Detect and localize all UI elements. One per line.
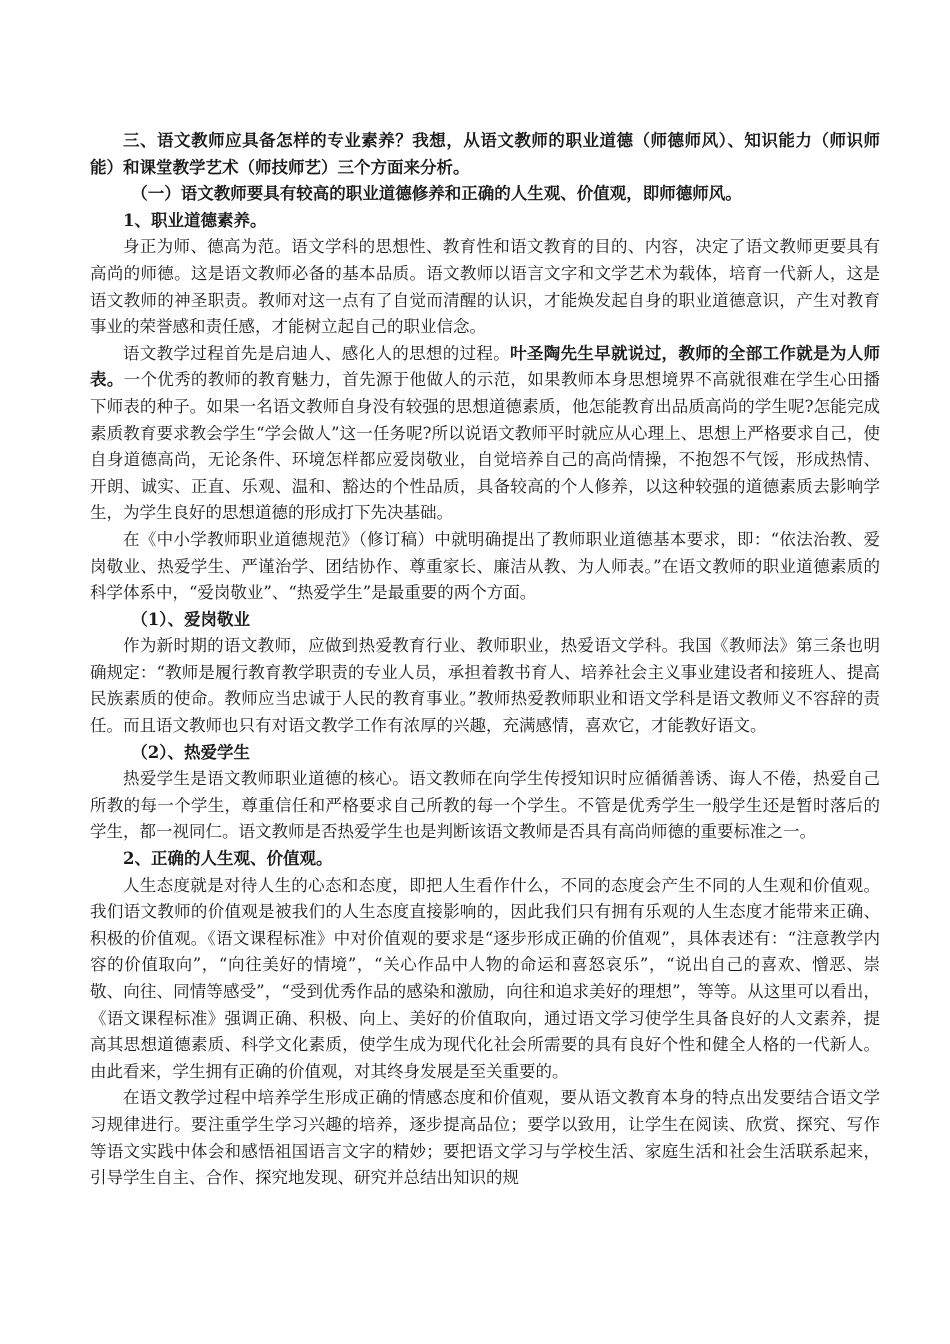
- item-heading: （1）、爱岗敬业: [131, 609, 250, 629]
- subsection-heading: 1、职业道德素养。: [123, 210, 267, 230]
- paragraph-text: 一个优秀的教师的教育魅力，首先源于他做人的示范，如果教师本身思想境界不高就很难在学生心田播下师表的种子。如果一名语文教师自身没有较强的思想道德素质，他怎能教育出品质高尚的学生呢?怎能完成素质教育要求教会学生“学会做人”这一任务呢?所以说语文教师平时就应从心理上、思想上严格要求自己，使自身道德高尚，无论条件、环境怎样都应爱岗敬业，自觉培养自己的高尚情操，不抱怨不气馁，形成热情、开朗、诚实、正直、乐观、温和、豁达的个性品质，具备较高的个人修养，以这种较强的道德素质去影响学生，为学生良好的思想道德的形成打下先决基础。: [90, 370, 881, 523]
- section-heading: （一）语文教师要具有较高的职业道德修养和正确的人生观、价值观，即师德师风。: [131, 184, 742, 204]
- body-paragraph: 热爱学生是语文教师职业道德的核心。语文教师在向学生传授知识时应循循善诱、诲人不倦，热爱自己所教的每一个学生，尊重信任和严格要求自己所教的每一个学生。不管是优秀学生一般学生还是暂时落后的学生，都一视同仁。语文教师是否热爱学生也是判断该语文教师是否具有高尚师德的重要标准之一。: [90, 769, 880, 842]
- document-body: [90, 128, 880, 1192]
- emphasis-text: 叶圣陶先生早就说过，教师的全部工作就是为人师表。: [90, 343, 881, 390]
- body-paragraph: 在《中小学教师职业道德规范》（修订稿）中就明确提出了教师职业道德基本要求，即：“依法治教、爱岗敬业、热爱学生、严谨治学、团结协作、尊重家长、廉洁从教、为人师表。”在语文教师的职业道德素质的科学体系中，“爱岗敬业”、“热爱学生”是最重要的两个方面。: [90, 529, 880, 603]
- body-paragraph: 身正为师、德高为范。语文学科的思想性、教育性和语文教育的目的、内容，决定了语文教师更要具有高尚的师德。这是语文教师必备的基本品质。语文教师以语言文字和文学艺术为载体，培育一代新人，这是语文教师的神圣职责。教师对这一点有了自觉而清醒的认识，才能焕发起自身的职业道德意识，产生对教育事业的荣誉感和责任感，才能树立起自己的职业信念。: [90, 237, 880, 337]
- item-heading: （2）、热爱学生: [131, 742, 250, 762]
- paragraph-text: 语文教学过程首先是启迪人、感化人的思想的过程。: [123, 343, 511, 363]
- subsection-heading: 2、正确的人生观、价值观。: [123, 849, 333, 869]
- body-paragraph: 作为新时期的语文教师，应做到热爱教育行业、教师职业，热爱语文学科。我国《教师法》第三条也明确规定：“教师是履行教育教学职责的专业人员，承担着教书育人、培养社会主义事业建设者和接班人、提高民族素质的使命。教师应当忠诚于人民的教育事业。”教师热爱教师职业和语文学科是语文教师义不容辞的责任。而且语文教师也只有对语文教学工作有浓厚的兴趣，充满感情，喜欢它，才能教好语文。: [90, 636, 880, 736]
- intro-paragraph: 三、语文教师应具备怎样的专业素养？我想，从语文教师的职业道德（师德师风）、知识能力（师识师能）和课堂教学艺术（师技师艺）三个方面来分析。: [90, 131, 880, 177]
- body-paragraph-with-emphasis: [90, 341, 880, 527]
- body-paragraph: 在语文教学过程中培养学生形成正确的情感态度和价值观，要从语文教育本身的特点出发要结合语文学习规律进行。要注重学生学习兴趣的培养，逐步提高品位；要学以致用，让学生在阅读、欣赏、探究、写作等语文实践中体会和感悟祖国语言文字的精妙；要把语文学习与学校生活、家庭生活和社会生活联系起来，引导学生自主、合作、探究地发现、研究并总结出知识的规: [90, 1088, 880, 1188]
- body-paragraph: 人生态度就是对待人生的心态和态度，即把人生看作什么，不同的态度会产生不同的人生观和价值观。我们语文教师的价值观是被我们的人生态度直接影响的，因此我们只有拥有乐观的人生态度才能带来正确、积极的价值观。《语文课程标准》中对价值观的要求是“逐步形成正确的价值观”，具体表述有：“注意教学内容的价值取向”，“向往美好的情境”，“关心作品中人物的命运和喜怒哀乐”，“说出自己的喜欢、憎恶、崇敬、向往、同情等感受”，“受到优秀作品的感染和激励，向往和追求美好的理想”，等等。从这里可以看出，《语文课程标准》强调正确、积极、向上、美好的价值取向，通过语文学习使学生具备良好的人文素养，提高其思想道德素质、科学文化素质，使学生成为现代化社会所需要的具有良好个性和健全人格的一代新人。由此看来，学生拥有正确的价值观，对其终身发展是至关重要的。: [90, 875, 880, 1081]
